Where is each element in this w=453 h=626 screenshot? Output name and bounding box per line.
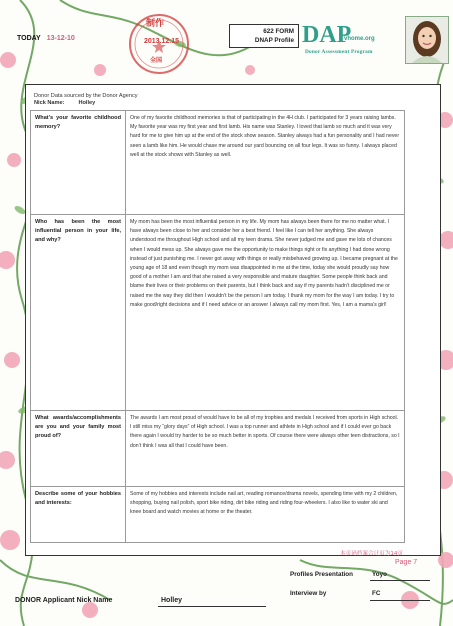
table-row bbox=[31, 111, 405, 215]
stamp-text: 全国 bbox=[150, 57, 163, 64]
signature-line bbox=[370, 580, 430, 581]
nick-name-value: Holley bbox=[78, 100, 96, 106]
flower-decoration bbox=[0, 530, 20, 550]
question-cell: Who has been the most influential person in your life, and why? bbox=[31, 215, 126, 411]
vine-decoration bbox=[0, 560, 110, 600]
stamp-text: 制作 bbox=[146, 19, 165, 29]
profiles-presentation-label: Profiles Presentation bbox=[290, 571, 353, 578]
dap-logo: DAP vhome.org bbox=[302, 22, 375, 48]
question-cell: Describe some of your hobbies and interests: bbox=[31, 487, 126, 543]
question-cell: What’s your favorite childhood memory? bbox=[31, 111, 126, 215]
avatar bbox=[405, 16, 449, 64]
answer-cell: One of my favorite childhood memories is that of participating in the 4H club. I participated for 3 years raising lambs. My favorite year was my first year and first lamb. His name was Stanley. I loved that lamb so much and it was very hard for me to give him up at the end of the stock show season. Stanley always had a fun personality and I had never seen a lamb like him. He would chase me around our yard bouncing on all four legs. It was so funny. I always placed well at the stock shows with Stanley as well. bbox=[126, 111, 405, 215]
flower-decoration bbox=[245, 65, 255, 75]
flower-decoration bbox=[0, 52, 16, 68]
answer-cell: The awards I am most proud of would have to be all of my trophies and medals I received from sports in High school. I still miss my “glory days” of High school. I was a top runner and athlete in High school and if I could ever go back there again I would try harder to be so much better in sports. Of course there were always other teen distractions, so I don’t think I was all that I could have been. bbox=[126, 411, 405, 487]
donor-nick-name-label: DONOR Applicant Nick Name bbox=[15, 597, 113, 604]
interview-by-label: Interview by bbox=[290, 590, 327, 597]
table-row bbox=[31, 215, 405, 411]
flower-decoration bbox=[439, 231, 453, 249]
donor-nick-name-value: Holley bbox=[161, 597, 183, 604]
flower-decoration bbox=[94, 64, 106, 76]
qa-table bbox=[30, 110, 405, 543]
stamp-date: 2013.12.15 bbox=[144, 38, 180, 45]
flower-decoration bbox=[82, 602, 98, 618]
flower-decoration bbox=[0, 451, 15, 469]
answer-cell: My mom has been the most influential person in my life. My mom has always been there for me no matter what. I have always been close to her and consider her a best friend. I feel like I can tell her anything. She always understood me throughout High school and all my teen drama. She never judged me and gave me lots of chances when I would mess up. She always gave me the opportunity to make things right or fix anything I had done wrong instead of just punishing me. I never got away with things or really misbehaved growing up. I became pregnant at the young age of 18 and even though my mom was disappointed in me at the time, today she would proudly say how good of a mother I am and that she raised a very responsible and mature daughter. Some people think back and blame their lives or their problems on their parents, but I think back and say if my parents hadn’t disciplined me or raised me the way they did then I wouldn’t be the person I am today. I thank my mom for the way I am today. I try to make good/right decisions and if I need advice or an answer I always call my mom first. Yes, I am a mama’s girl! bbox=[126, 215, 405, 411]
source-label: Donor Data sourced by the Donor Agency bbox=[34, 93, 138, 99]
interview-by-value: FC bbox=[372, 590, 381, 597]
logo-tagline: Donor Assessment Program bbox=[305, 49, 373, 55]
vine-decoration bbox=[300, 560, 453, 604]
answer-cell: Some of my hobbies and interests include nail art, reading romance/drama novels, spending time with my 2 children, shopping, buying nail polish, sport bike riding, dirt bike riding and riding four-wheelers. I also like to water ski and knee board and watch movies at home or the theater. bbox=[126, 487, 405, 543]
table-row bbox=[31, 411, 405, 487]
flower-decoration bbox=[4, 352, 20, 368]
today-date: TODAY 13-12-10 bbox=[17, 35, 75, 42]
nick-name-row: Nick Name: Holley bbox=[34, 100, 96, 106]
flower-decoration bbox=[7, 153, 21, 167]
form-id-box: 622 FORM DNAP Profile bbox=[229, 24, 299, 48]
table-row bbox=[31, 487, 405, 543]
signature-line bbox=[370, 600, 430, 601]
signature-line bbox=[158, 606, 266, 607]
flower-decoration bbox=[0, 251, 15, 269]
page-count-note: 本页码档案合计页为14页 bbox=[340, 551, 404, 557]
page-number: Page 7 bbox=[395, 559, 418, 566]
profiles-presentation-value: Yoyo bbox=[372, 571, 387, 578]
question-cell: What awards/accomplishments are you and your family most proud of? bbox=[31, 411, 126, 487]
